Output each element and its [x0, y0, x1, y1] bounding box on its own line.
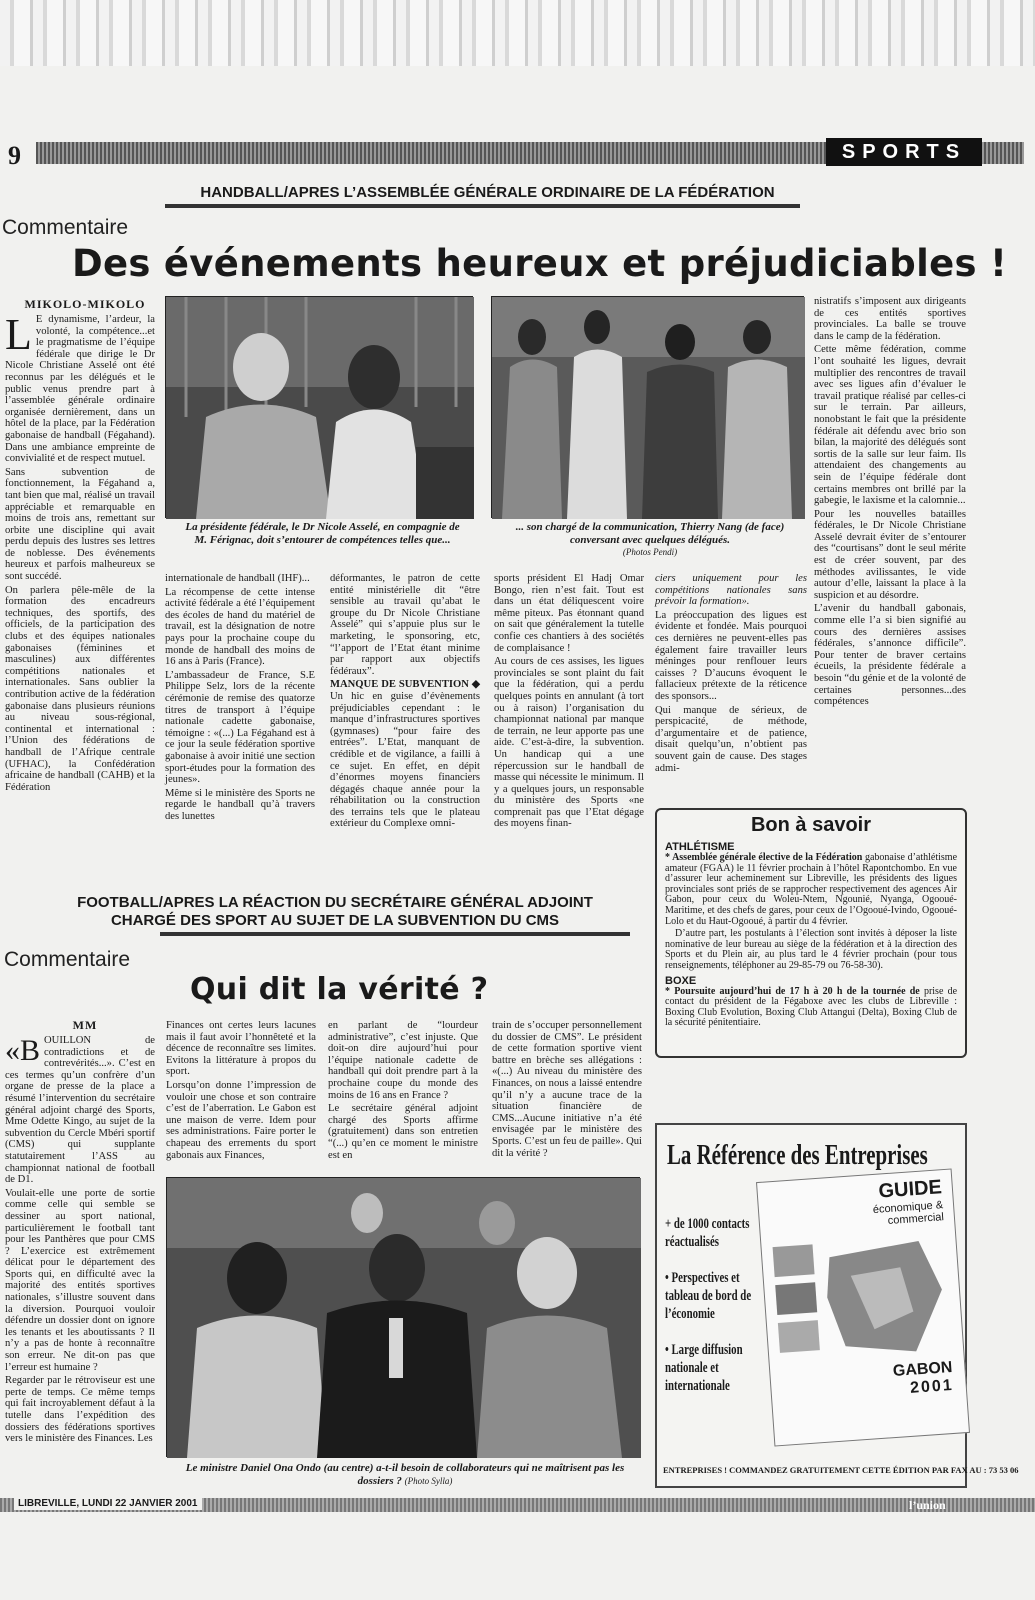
- advert-reference-entreprises: [655, 1123, 1019, 1488]
- article1-label: Commentaire: [2, 216, 129, 239]
- article1-column-1: [5, 310, 155, 886]
- photo-image: [166, 297, 474, 519]
- article1-column-5: [655, 573, 807, 801]
- photo-minister: [166, 1177, 640, 1457]
- guide-year: 2001: [909, 1376, 955, 1397]
- paragraph: Le secrétaire général adjoint chargé des Sports affirme (gratuitement) dans son entretien “(...) qu’en ce moment le ministre est en: [328, 1103, 478, 1161]
- article2-kicker: [40, 894, 630, 930]
- guide-map-image: [768, 1229, 957, 1371]
- paragraph: La récompense de cette intense activité fédérale a été l’équipement des écoles de hand du matériel de travail, est la désignation de notre pays pour la prochaine coupe du monde de handball des moins de 16 ans à Paris (France).: [165, 586, 315, 668]
- article1-column-2: [165, 573, 315, 886]
- article1-kicker: HANDBALL/APRES L’ASSEMBLÉE GÉNÉRALE ORDINAIRE DE LA FÉDÉRATION: [200, 184, 775, 201]
- paragraph: La préoccupation des ligues est évidente et fondée. Mais pourquoi ces dernières ne peuvent-elles pas également faire travailler leurs méninges pour renflouer leurs caisses ? D’aucuns évoquent le fallacieux prétexte de la réticence des sponsors...: [655, 609, 807, 702]
- box-section-head: BOXE: [665, 974, 697, 987]
- bon-a-savoir-box: [655, 808, 967, 1058]
- paragraph: Sans subvention de fonctionnement, la Fégahand a, tant bien que mal, réalisé un travail appréciable et remarquable en moins de trois ans, remettant sur orbite une discipline qui avait perdu depuis des lustres ses lettres de noblesse. Des événements heureux et parfois malheureux se sont succédé.: [5, 466, 155, 583]
- bold-lead: * Poursuite aujourd’hui de 17 h à 20 h de la tournée de: [665, 985, 920, 997]
- paragraph: Lorsqu’on donne l’impression de vouloir une chose et son contraire c’est de l’aberration. Le Gabon est une maison de verre. Idem pour ses administrations. Faire porter le chapeau des errements du sport gabonais aux Finances,: [166, 1079, 316, 1161]
- box-section-head: ATHLÉTISME: [665, 841, 735, 853]
- kicker-line: CHARGÉ DES SPORT AU SUJET DE LA SUBVENTION DU CMS: [110, 912, 560, 929]
- article1-byline: MIKOLO-MIKOLO: [24, 297, 146, 311]
- paragraph: Un hic en guise d’évènements préjudiciables cependant : le manque d’infrastructures sportives (gymnases) “pour faire des entrées”. L’Etat, manquant de crédible et de vigilance, a failli à ce sujet. En effet, en dépit d’énormes moyens financiers dégagés chaque année pour la réhabilitation ou la construction des terrains tels que le plateau extérieur du Complexe omni-: [330, 690, 480, 830]
- text: D’autre part, les postulants à l’élection sont invités à déposer la liste nominative de leur bureau au siège de la fédération et à la direction des Sports et du Plein air, au plus tard le 4 février prochain (pour tous renseignements, téléphoner au 29-85-79 ou 76-58-30).: [665, 928, 957, 971]
- guide-title: GUIDE: [877, 1176, 943, 1203]
- page-number: 9: [8, 141, 21, 170]
- kicker-rule: [160, 932, 630, 936]
- article2-headline: Qui dit la vérité ?: [190, 972, 489, 1007]
- article1-column-4: [494, 573, 644, 886]
- caption-text: ... son chargé de la communication, Thierry Nang (de face) conversant avec quelques délégués.: [515, 521, 785, 546]
- article2-column-4: [492, 1020, 642, 1170]
- photo-image: [492, 297, 805, 519]
- paragraph: E dynamisme, l’ardeur, la volonté, la compétence...et le pragmatisme de l’équipe fédérale que dirige le Dr Nicole Christiane Asselé ont été reconnus par les délégués et le public venus prendre part à l’assemblée générale ordinaire organisée dernièrement, dans un hôtel de la place, par la Fédération gabonaise de handball (Fégahand). Dans une ambiance empreinte de convivialité et de respect mutuel.: [5, 314, 155, 465]
- text: prise de contact du président de la Fégaboxe avec les clubs de Libreville : Boxing Club Evolution, Boxing Club Attangui (Delta), Boxing Club de la sécurité pénitentiaire.: [665, 985, 958, 1029]
- paragraph: Finances ont certes leurs lacunes mais il faut avoir l’honnêteté et la décence de reconnaître ses limites. Evitons la littérature à propos du sport.: [166, 1020, 316, 1078]
- paragraph: Qui manque de sérieux, de perspicacité, de méthode, d’argumentaire et de patience, disait quelqu’un, n’obtient pas souvent gain de cause. Des stages admi-: [655, 704, 807, 774]
- paragraph: Cette même fédération, comme l’ont souhaité les ligues, devrait multiplier des rencontres de travail avec ses ligues afin d’évaluer le travail pratique réalisé par celles-ci sur le terrain. Par ailleurs, nonobstant le fait que la présidente fédérale ait défendu avec brio son bilan, la majorité des délégués sont sortis de la salle sur leur faim. Ils attendaient des changements au sein de l’équipe fédérale dont certains membres ont brillé par la gabegie, le laxisme et la calomnie...: [814, 344, 966, 507]
- paragraph: en parlant de “lourdeur administrative”, c’est injuste. Que doit-on dire aujourd’hui pour l’équipe nationale cadette de handball qui doit prendre part à la prochaine coupe du monde des moins de 16 ans en France ?: [328, 1020, 478, 1101]
- paragraph: Même si le ministère des Sports ne regarde le handball qu’à travers des lunettes: [165, 787, 315, 822]
- article2-column-3: [328, 1020, 478, 1170]
- guide-country: GABON: [892, 1358, 953, 1381]
- photo-thierry-nang: [491, 296, 804, 518]
- text: gabonaise d’athlétisme amateur (FGAA) le 11 février prochain à l’hôtel Rapontchombo. En vue d’assurer leur acheminement sur Libreville, les présidents des ligues provinciales sont priés de se rapprocher respectivement des agences Air Gabon, pour ceux du Woleu-Ntem, Ngounié, Nyanga, Ogooué-Maritime, et des chefs de gares, pour ceux de l’Ogooué-Ivindo, Ogooué-Lolo et du Haut-Ogooué, à partir du 4 février.: [665, 852, 958, 927]
- advert-bullet: + de 1000 contacts réactualisés: [665, 1216, 750, 1250]
- article1-column-6: [814, 296, 966, 801]
- photo-image: [167, 1178, 641, 1458]
- paragraph: nistratifs s’imposent aux dirigeants de ces entités sportives provinciales. La balle se trouve dans le camp de la fédération.: [814, 296, 966, 342]
- dropcap: «B: [5, 1034, 41, 1067]
- paragraph: On parlera pêle-mêle de la formation des encadreurs techniques, des sportifs, des officiels, de la participation des clubs et des équipes nationales gabonaises (féminines et masculines) aux différentes compétitions nationales et internationales. Sans oublier la contribution active de la fédération gabonaise dans plusieurs réunions au niveau sous-régional, continental et international : l’Union des fédérations de handball de l’Afrique centrale (UFHAC), la Confédération africaine de handball (CAHB) et la Fédération: [5, 584, 155, 793]
- caption-text: Le ministre Daniel Ona Ondo (au centre) a-t-il besoin de collaborateurs qui ne maîtrisent pas les dossiers ?: [185, 1462, 625, 1487]
- kicker-rule: [165, 204, 800, 208]
- dateline: LIBREVILLE, LUNDI 22 JANVIER 2001: [14, 1497, 202, 1510]
- paragraph: Pour les nouvelles batailles fédérales, le Dr Nicole Christiane Asselé devrait éviter de s’entourer des “courtisans” dont le seul mérite est de créer souvent, par des méthodes avilissantes, le vide autour d’elle, laissant la place à la suspicion et au désordre.: [814, 508, 966, 601]
- paragraph: Au cours de ces assises, les ligues provinciales se sont plaint du fait que la fédération, qui a perdu quelques points en annulant (à tort ou à raison) l’organisation du championnat national par manque de terrain, ne leur apporte pas une aide. C’est-à-dire, la subvention. Un handicap qui a une répercussion sur le handball de masse qui nécessite le minimum. Il y a quelques jours, un responsable du ministère des Sports «ne comprenait pas que l’Etat dégage des moyens finan-: [494, 656, 644, 830]
- article2-column-2: [166, 1020, 316, 1170]
- article2-label: Commentaire: [4, 948, 131, 971]
- paragraph: déformantes, le patron de cette entité ministérielle dit “être sensible au travail qu’abat le groupe du Dr Nicole Christiane Asselé” qui s’appuie plus sur le marketing, le sponsoring, etc, “l’apport de l’Etat étant minime par rapport aux objectifs fédéraux”.: [330, 573, 480, 677]
- guide-subtitle: économique & commercial: [872, 1199, 945, 1228]
- guide-cover: [756, 1168, 970, 1446]
- article1-headline: Des événements heureux et préjudiciables !: [72, 242, 1008, 285]
- article1-column-3: [330, 573, 480, 886]
- box-paragraph: [665, 987, 957, 1029]
- caption-minister: [180, 1462, 630, 1488]
- advert-bullet: • Perspectives et tableau de bord de l’économie: [665, 1270, 752, 1322]
- caption-photo-1: La présidente fédérale, le Dr Nicole Asselé, en compagnie de M. Férignac, doit s’entourer de compétences telles que...: [185, 521, 460, 546]
- paragraph: L’avenir du handball gabonais, comme elle l’a si bien signifié au cours des dernières assises fédérales, s’annonce difficile”. Pour tenter de braver certains écueils, la présidente fédérale a besoin “du génie et de la volonté de certaines personnes...des compétences: [814, 603, 966, 708]
- advert-title: La Référence des Entreprises: [667, 1139, 928, 1171]
- photo-credit: (Photos Pendi): [622, 547, 678, 557]
- advert-footer: ENTREPRISES ! COMMANDEZ GRATUITEMENT CETTE ÉDITION PAR FAX AU : 73 53 06: [663, 1465, 1019, 1475]
- paragraph: ciers uniquement pour les compétitions nationales sans prévoir la formation».: [655, 573, 807, 608]
- paragraph: OUILLON de contradictions et de contrevérités...». C’est en ces termes qu’un confrère d’un organe de presse de la place a résumé l’intervention du secrétaire général adjoint chargé des Sports, Mme Odette Kingo, au sujet de la subvention du Cercle Mbéri sportif (CMS) qui supplante statutairement l’ASS au championnat national de football de D1.: [5, 1035, 155, 1186]
- advert-bullet: • Large diffusion nationale et internationale: [665, 1342, 743, 1394]
- subhead: MANQUE DE SUBVENTION ◆: [330, 679, 480, 691]
- dropcap: L: [5, 310, 32, 359]
- section-label: SPORTS: [826, 138, 982, 166]
- photo-credit: (Photo Sylla): [404, 1476, 453, 1486]
- photo-president-ferignac: [165, 296, 473, 518]
- paragraph: Regarder par le rétroviseur est une perte de temps. Ce même temps qui fait incroyablement défaut à la tutelle dans l’expédition des dossiers des fédérations sportives vers le ministère des Finances. Les: [5, 1375, 155, 1445]
- scan-edge: [0, 0, 1035, 68]
- article2-byline: MM: [72, 1018, 98, 1032]
- paragraph: sports président El Hadj Omar Bongo, rien n’est fait. Tout est dans un état déliquescent voire même piteux. Pas étonnant quand on sait que généralement la tutelle confie ces chantiers à des sociétés de complaisance !: [494, 573, 644, 654]
- advert-bullets: [665, 1215, 765, 1395]
- paragraph: train de s’occuper personnellement du dossier de CMS”. Le président de cette formation sportive vient battre en brèche ses allégations : «(...) Au niveau du ministère des Finances, on nous a laissé entendre qu’il n’y a aucune trace de la situation financière de CMS...Aucune initiative n’a été envisagée par le ministère des Sports. C’est un feu de paille». Qui dit la vérité ?: [492, 1020, 642, 1159]
- newspaper-name: l’union: [909, 1498, 946, 1512]
- kicker-line: FOOTBALL/APRES LA RÉACTION DU SECRÉTAIRE GÉNÉRAL ADJOINT: [77, 894, 593, 911]
- caption-photo-2: [500, 521, 800, 557]
- box-paragraph: [665, 853, 957, 972]
- paragraph: internationale de handball (IHF)...: [165, 573, 310, 584]
- paragraph: Voulait-elle une porte de sortie comme celle qui semble se dessiner au sport national, particulièrement le football tant pour les Panthères que pour CMS ? L’exercice est extrêmement délicat pour le département des Sports qui, en difficulté avec la majorité des entités sportives nationales, s’illustre souvent dans la diversion. Pourquoi vouloir défendre un dossier dont on ignore les tenants et les aboutissants ? Il n’y a pas de honte à reconnaître son erreur. Ne dit-on pas que l’erreur est humaine ?: [5, 1187, 155, 1373]
- box-title: Bon à savoir: [750, 814, 872, 836]
- article2-column-1: [5, 1035, 155, 1495]
- paragraph: L’ambassadeur de France, S.E Philippe Selz, lors de la récente cérémonie de remise des quatorze titres de transport à l’équipe nationale cadette gabonaise, témoigne : «(...) La Fégahand est à ce jour la seule fédération sportive gabonaise à avoir initié une section sport-études pour la formation des jeunes».: [165, 669, 315, 786]
- bold-lead: * Assemblée générale élective de la Fédération: [665, 852, 863, 863]
